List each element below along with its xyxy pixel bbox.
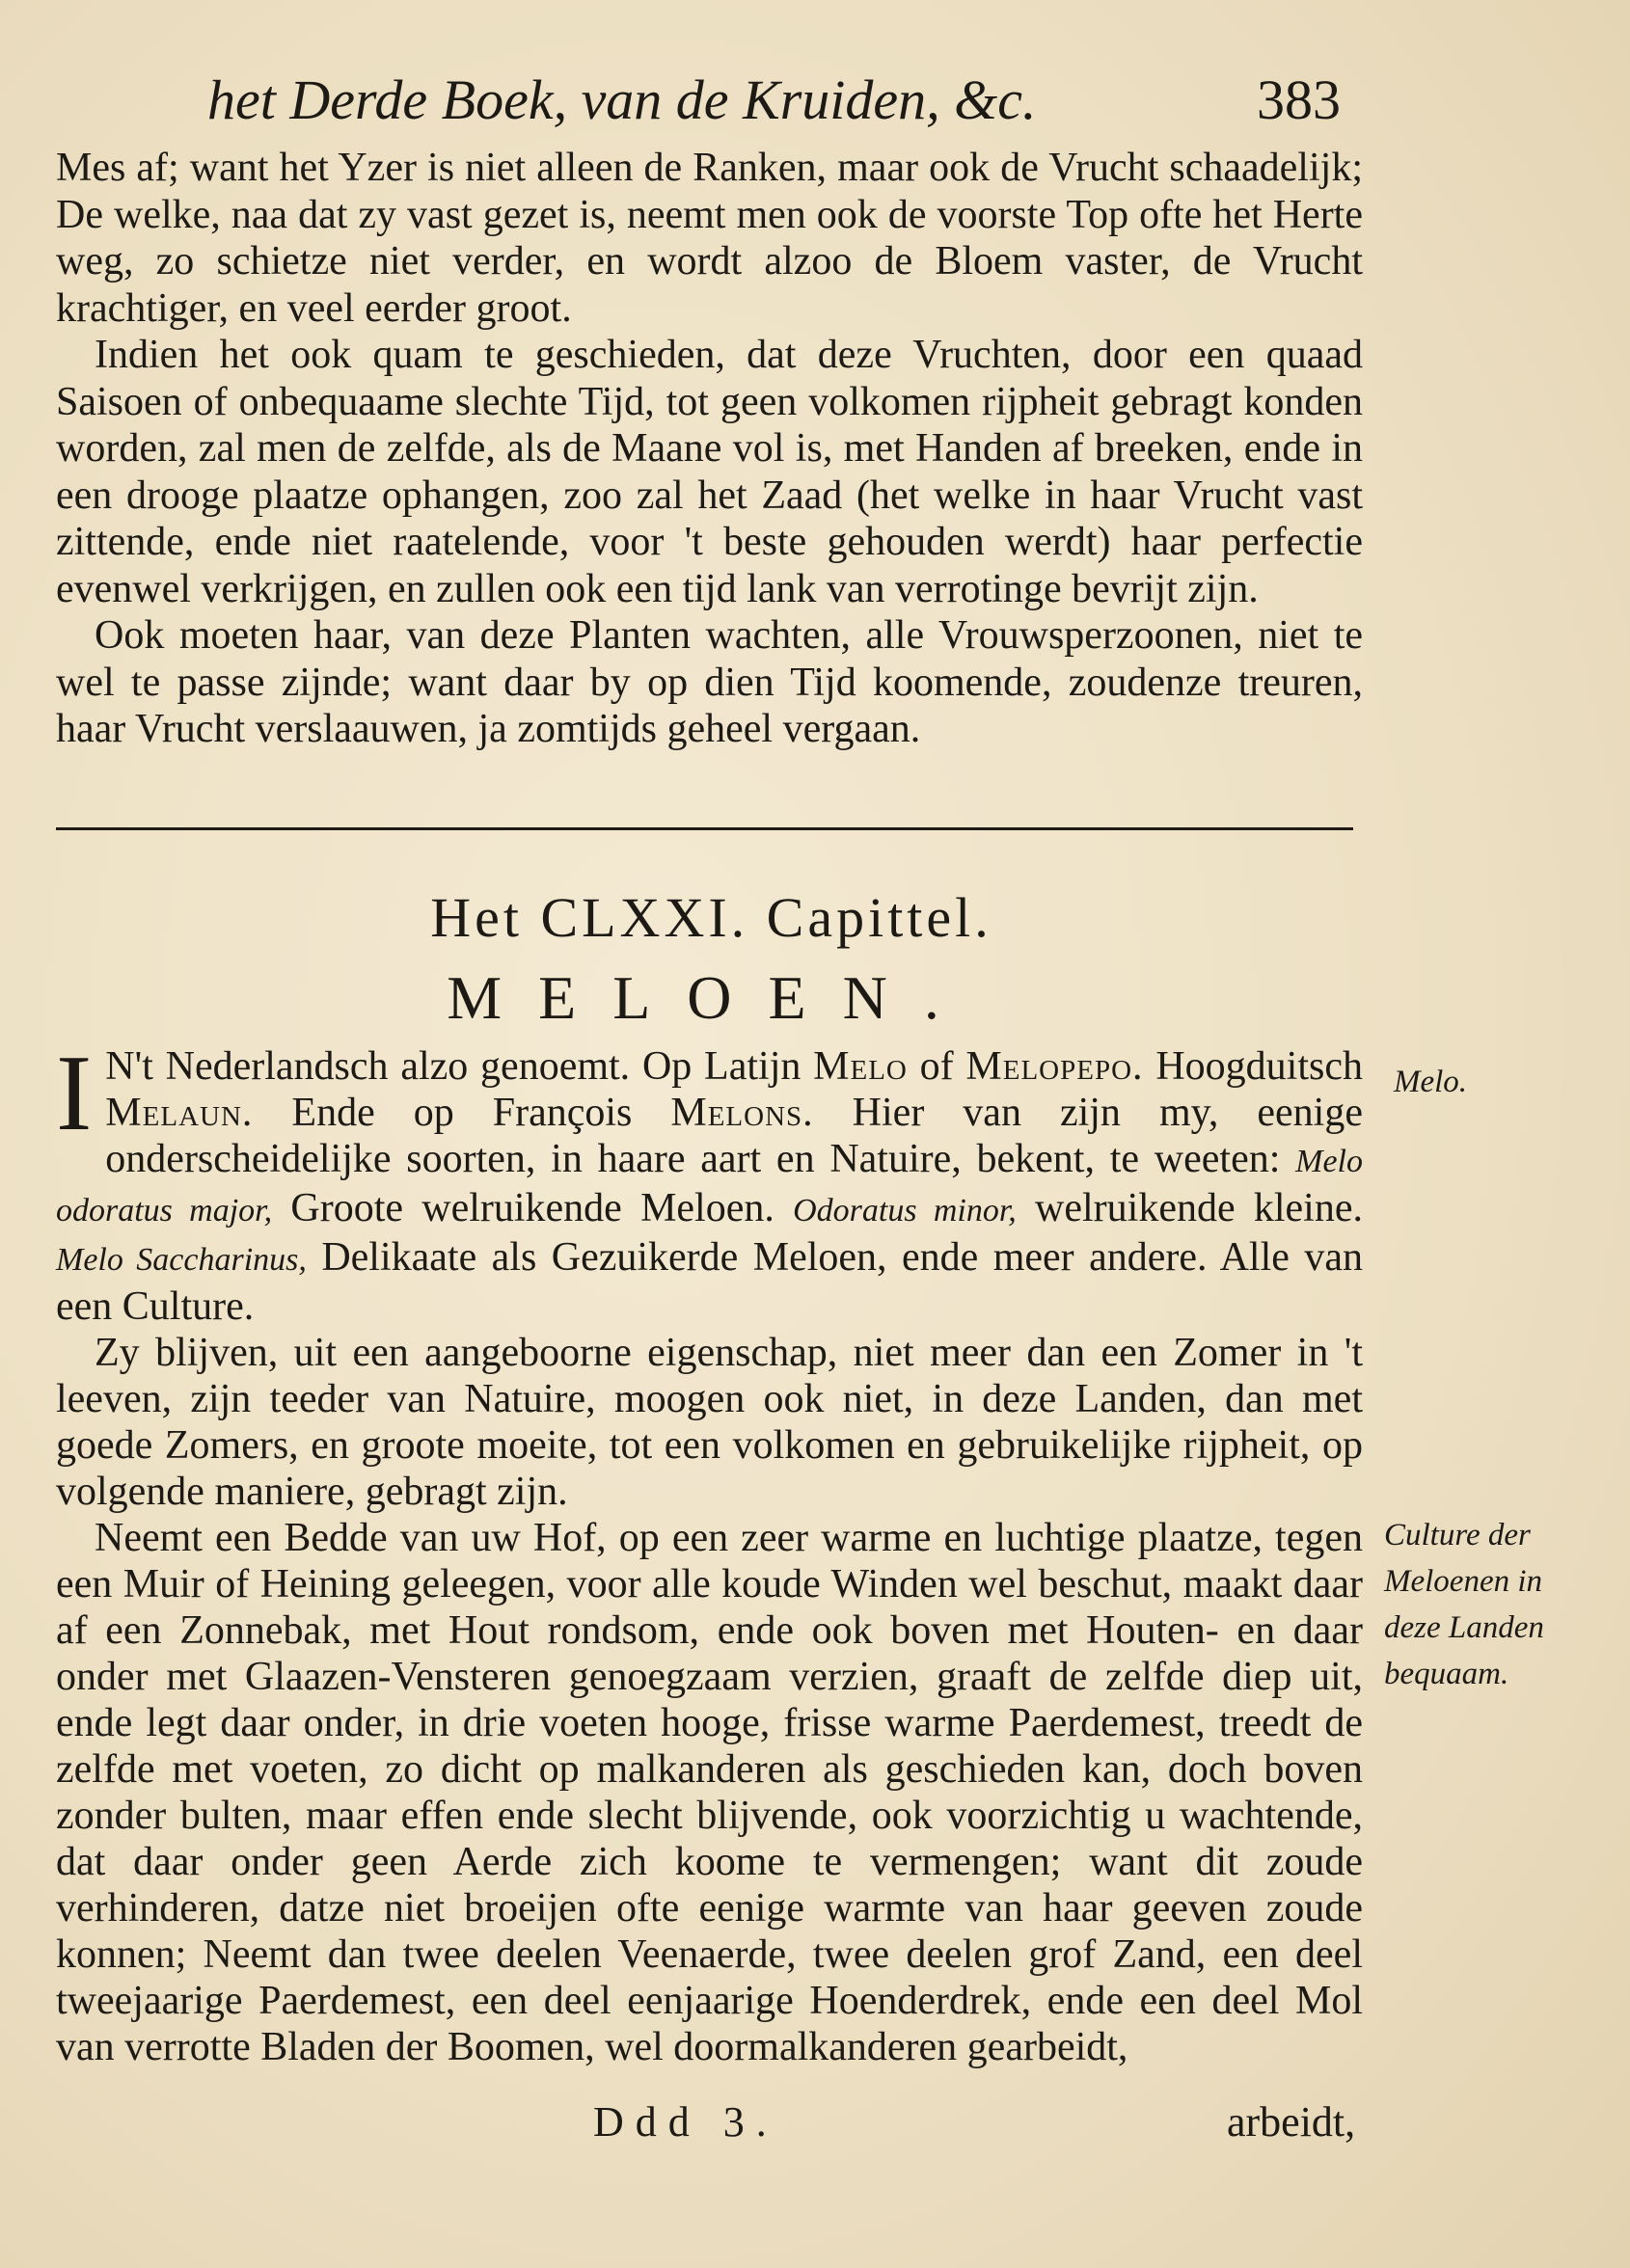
latin-name: Melopepo. [965, 1044, 1144, 1089]
page-number: 383 [1257, 68, 1341, 131]
margin-note-melo: Melo. [1394, 1065, 1468, 1099]
text-run: Delikaate als Gezuikerde Meloen, ende meer andere. Alle van een Culture. [56, 1235, 1363, 1329]
text-run: Ende op François [253, 1091, 671, 1135]
text-run: Hoogduitsch [1143, 1044, 1363, 1089]
running-head-title: het Derde Boek, van de Kruiden, &c. [207, 68, 1037, 131]
text-run: Groote welruikende Meloen. [272, 1186, 794, 1230]
species-name: Odoratus minor, [793, 1193, 1017, 1228]
section-divider [56, 827, 1353, 830]
paragraph: Ook moeten haar, van deze Planten wachten, alle Vrouwsperzoonen, niet te wel te passe zijnde; want daar by op dien Tijd koomende, zoudenze treuren, haar Vrucht verslaauwen, ja zomtijds geheel vergaan. [56, 613, 1363, 751]
species-name: Melo odoratus major, [56, 1144, 1363, 1228]
signature-mark: Ddd 3. [593, 2098, 778, 2146]
latin-name: Melo [813, 1044, 908, 1089]
chapter-title: MELOEN. [447, 963, 976, 1032]
paragraph: Mes af; want het Yzer is niet alleen de Ranken, maar ook de Vrucht schaadelijk; De welke, naa dat zy vast gezet is, neemt men ook de voorste Top ofte het Herte weg, zo schietze niet verder, en wordt alzoo de Bloem vaster, de Vrucht krachtiger, en veel eerder groot. [56, 146, 1363, 331]
text-run: N't Nederlandsch alzo genoemt. Op Latijn [105, 1044, 814, 1089]
paragraph [56, 1034, 1363, 1330]
drop-cap: I [56, 1034, 93, 1153]
margin-note-culture: Culture der Meloenen in deze Landen bequaam. [1384, 1518, 1544, 1691]
page-footer [0, 2097, 1630, 2155]
paragraph: Zy blijven, uit een aangeboorne eigenschap, niet meer dan een Zomer in 't leeven, zijn teeder van Natuire, moogen ook niet, in deze Landen, dan met goede Zomers, en groote moeite, tot een volkomen en gebruikelijke rijpheit, op volgende maniere, gebragt zijn. [56, 1331, 1363, 1514]
text-run: of [907, 1044, 966, 1089]
intro-text [56, 145, 1363, 753]
chapter-text [56, 1034, 1363, 2070]
chapter-heading: Het CLXXI. Capittel. [430, 886, 992, 949]
text-run: Hier van zijn my, eenige onderscheidelijke soorten, in haare aart en Natuire, bekent, te weeten: [105, 1091, 1363, 1181]
species-name: Melo Saccharinus, [56, 1242, 307, 1278]
german-name: Melaun. [105, 1091, 254, 1135]
running-head [207, 58, 1365, 145]
text-run: welruikende kleine. [1016, 1186, 1363, 1230]
paragraph: Neemt een Bedde van uw Hof, op een zeer warme en luchtige plaatze, tegen een Muir of Heining geleegen, voor alle koude Winden wel beschut, maakt daar af een Zonnebak, met Hout rondsom, ende ook boven met Houten- en daar onder met Glaazen-Vensteren genoegzaam verzien, graaft de zelfde diep uit, ende legt daar onder, in drie voeten hooge, frisse warme Paerdemest, treedt de zelfde met voeten, zo dicht op malkanderen als geschieden kan, doch boven zonder bulten, maar effen ende slecht blijvende, ook voorzichtig u wachtende, dat daar onder geen Aerde zich koome te vermengen; want dit zoude verhinderen, datze niet broeijen ofte eenige warmte van haar geeven zoude konnen; Neemt dan twee deelen Veenaerde, twee deelen grof Zand, een deel tweejaarige Paerdemest, een deel eenjaarige Hoenderdrek, ende een deel Mol van verrotte Bladen der Boomen, wel doormalkanderen gearbeidt, [56, 1516, 1363, 2069]
catchword: arbeidt, [1227, 2098, 1356, 2146]
paragraph: Indien het ook quam te geschieden, dat deze Vruchten, door een quaad Saisoen of onbequaame slechte Tijd, tot geen volkomen rijpheit gebragt konden worden, zal men de zelfde, als de Maane vol is, met Handen af breeken, ende in een drooge plaatze ophangen, zoo zal het Zaad (het welke in haar Vrucht vast zittende, ende niet raatelende, voor 't beste gehouden werdt) haar perfectie evenwel verkrijgen, en zullen ook een tijd lank van verrotinge bevrijt zijn. [56, 333, 1363, 611]
french-name: Melons. [670, 1091, 814, 1135]
